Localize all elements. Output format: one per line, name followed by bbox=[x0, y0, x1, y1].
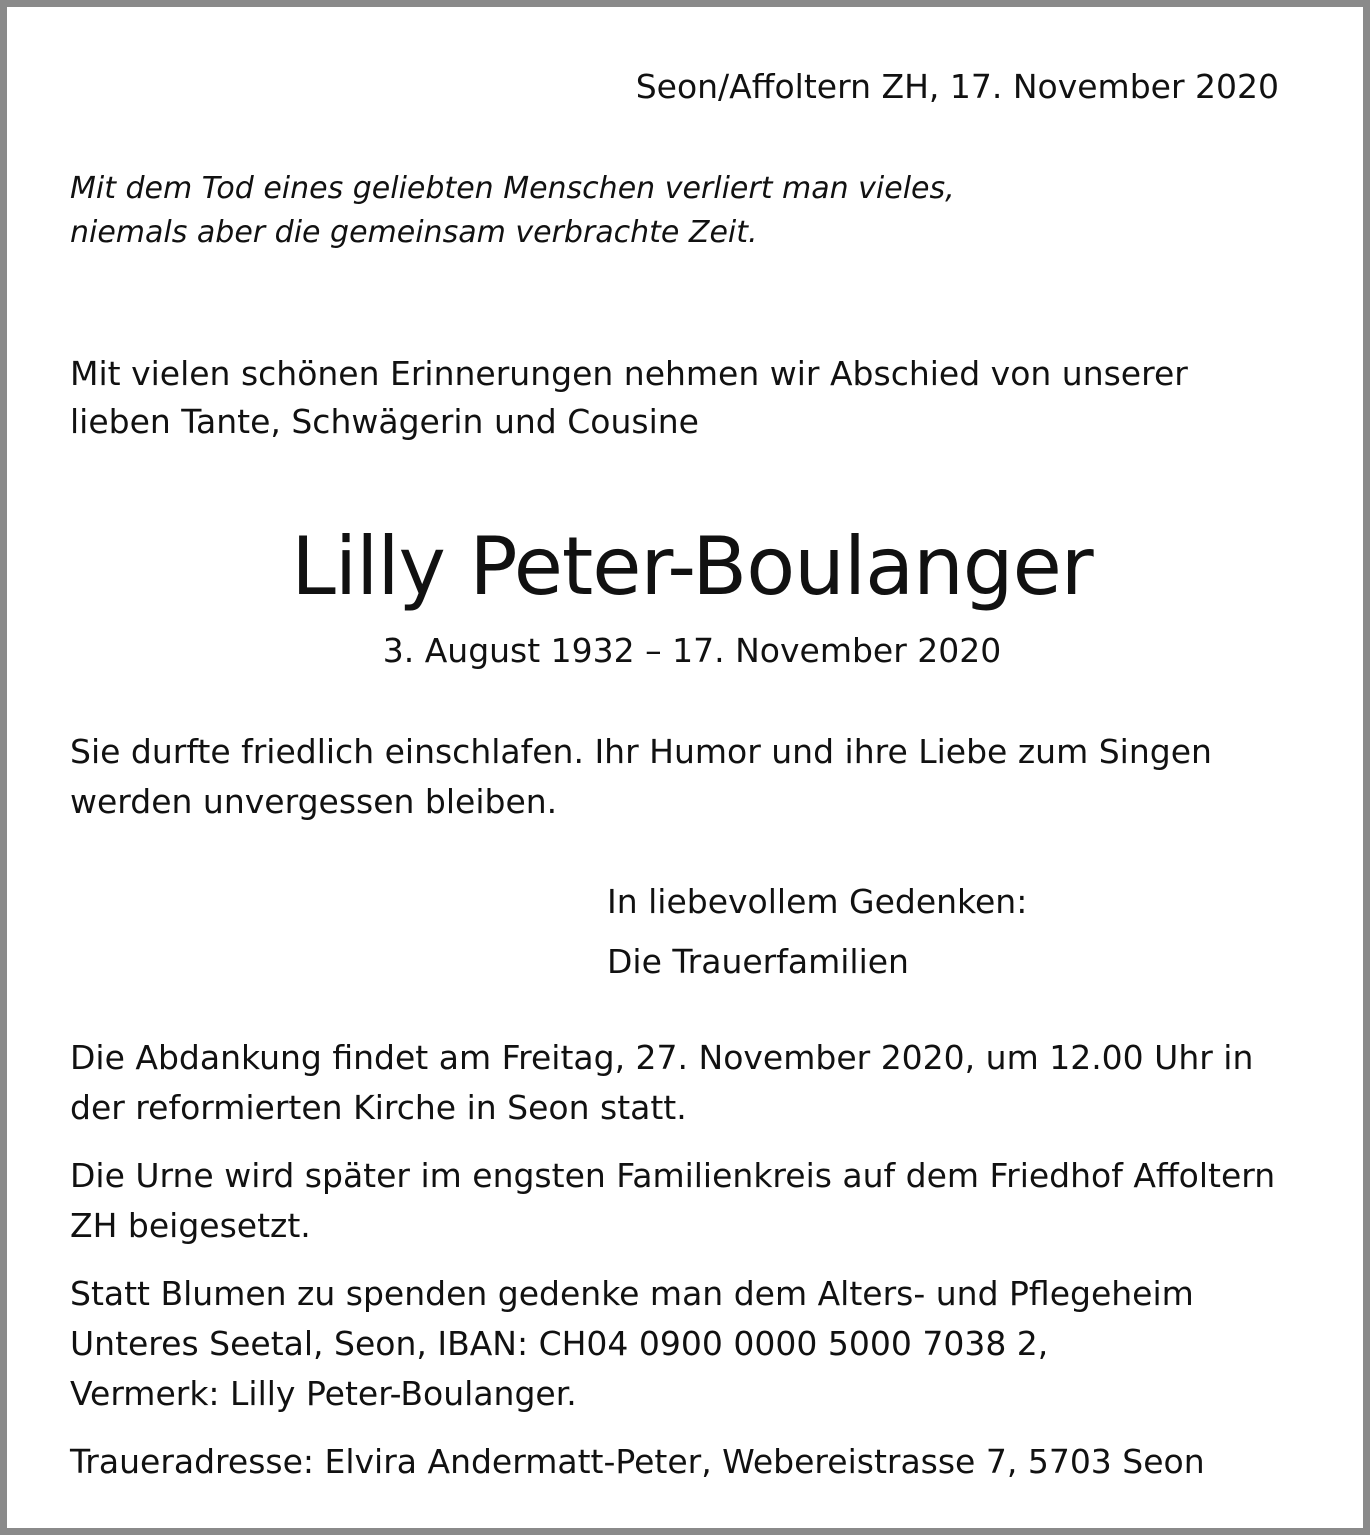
intro-line-1: Mit vielen schönen Erinnerungen nehmen wir Abschied von unserer bbox=[70, 354, 1188, 393]
signoff-line-1: In liebevollem Gedenken: bbox=[607, 882, 1028, 921]
remembrance-text bbox=[70, 727, 1212, 827]
intro-line-2: lieben Tante, Schwägerin und Cousine bbox=[70, 402, 699, 441]
quote-line-1: Mit dem Tod eines geliebten Menschen verliert man vieles, bbox=[70, 171, 955, 206]
donation-line-3: Vermerk: Lilly Peter-Boulanger. bbox=[70, 1374, 577, 1413]
donation-line-1: Statt Blumen zu spenden gedenke man dem Alters- und Pflegeheim bbox=[70, 1274, 1194, 1313]
place-date: Seon/Affoltern ZH, 17. November 2020 bbox=[635, 67, 1279, 106]
service-info bbox=[70, 1033, 1253, 1133]
mourning-address: Traueradresse: Elvira Andermatt-Peter, Webereistrasse 7, 5703 Seon bbox=[70, 1442, 1205, 1481]
quote bbox=[70, 167, 955, 255]
urn-info bbox=[70, 1151, 1275, 1251]
life-dates: 3. August 1932 – 17. November 2020 bbox=[382, 631, 1002, 670]
signoff-line-2: Die Trauerfamilien bbox=[607, 942, 909, 981]
remembrance-line-1: Sie durfte friedlich einschlafen. Ihr Humor und ihre Liebe zum Singen bbox=[70, 732, 1212, 771]
intro-text bbox=[70, 350, 1188, 446]
remembrance-line-2: werden unvergessen bleiben. bbox=[70, 782, 558, 821]
service-line-2: der reformierten Kirche in Seon statt. bbox=[70, 1088, 687, 1127]
urn-line-1: Die Urne wird später im engsten Familienkreis auf dem Friedhof Affoltern bbox=[70, 1156, 1276, 1195]
deceased-name: Lilly Peter-Boulanger bbox=[291, 520, 1093, 613]
donation-line-2: Unteres Seetal, Seon, IBAN: CH04 0900 0000 5000 7038 2, bbox=[70, 1324, 1049, 1363]
quote-line-2: niemals aber die gemeinsam verbrachte Zeit. bbox=[70, 215, 758, 250]
urn-line-2: ZH beigesetzt. bbox=[70, 1206, 311, 1245]
signoff bbox=[607, 872, 1027, 992]
donation-info bbox=[70, 1269, 1194, 1419]
service-line-1: Die Abdankung findet am Freitag, 27. November 2020, um 12.00 Uhr in bbox=[70, 1038, 1254, 1077]
